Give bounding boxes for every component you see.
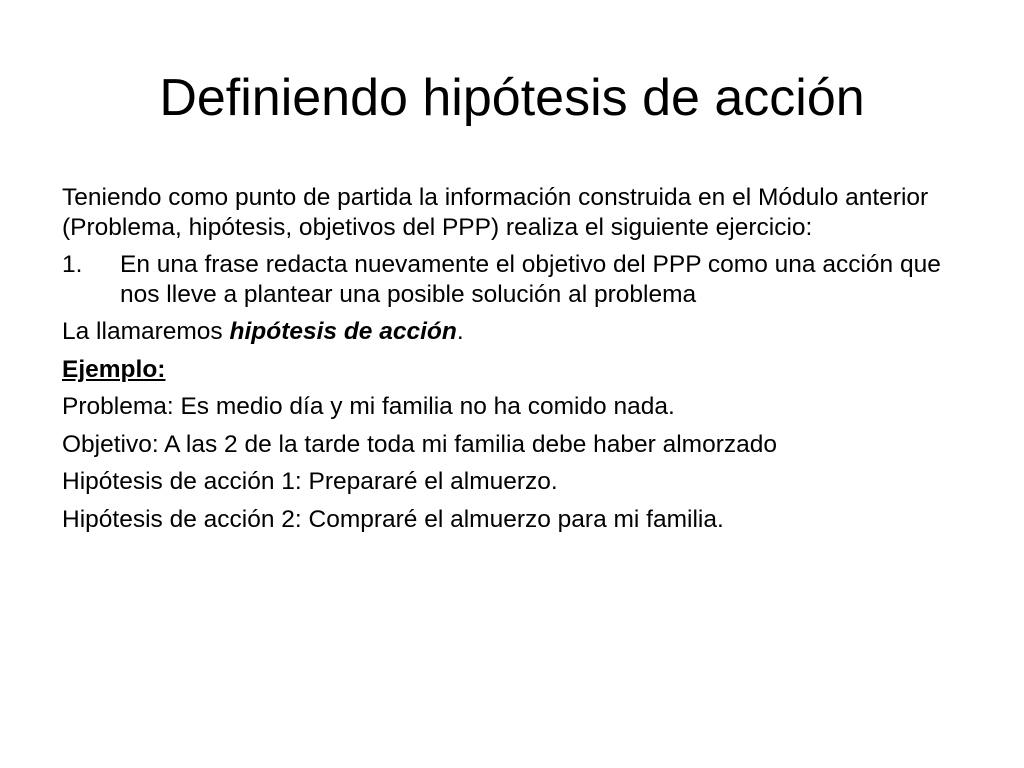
example-heading-text: Ejemplo: [62, 355, 166, 383]
example-hypothesis-1: Hipótesis de acción 1: Prepararé el almuerzo. [62, 468, 558, 495]
list-item-number: 1. [62, 251, 83, 278]
list-item [62, 250, 982, 309]
example-objective: Objetivo: A las 2 de la tarde toda mi familia debe haber almorzado [62, 430, 777, 458]
example-problem: Problema: Es medio día y mi familia no ha comido nada. [62, 393, 675, 420]
list-item-text: En una frase redacta nuevamente el objetivo del PPP como una acción que nos lleve a plantear una posible solución al problema [120, 251, 941, 308]
example-hypothesis-2: Hipótesis de acción 2: Compraré el almuerzo para mi familia. [62, 505, 724, 533]
naming-paragraph [62, 317, 982, 347]
example-heading [62, 355, 982, 385]
slide-title: Definiendo hipótesis de acción [159, 69, 865, 127]
slide-body [62, 183, 982, 542]
naming-suffix: . [456, 318, 464, 345]
naming-prefix: La llamaremos [62, 318, 230, 345]
intro-paragraph: Teniendo como punto de partida la información construida en el Módulo anterior (Problema, hipótesis, objetivos del PPP) realiza el siguiente ejercicio: [62, 184, 929, 241]
naming-emphasis: hipótesis de acción [229, 318, 457, 345]
